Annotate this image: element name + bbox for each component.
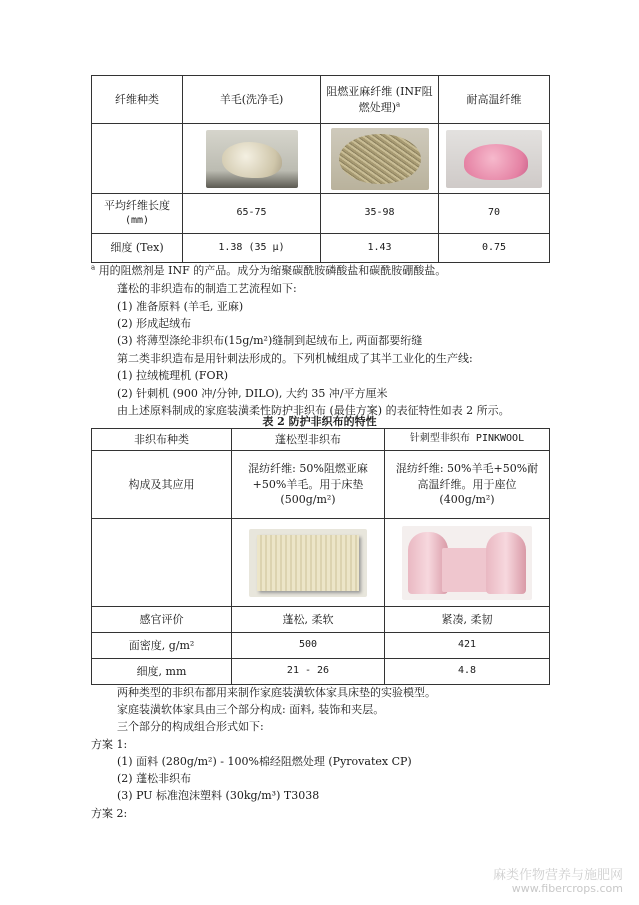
table-header-cell: 针刺型非织布 PINKWOOL	[385, 429, 550, 451]
list-item: (1) 准备原料 (羊毛, 亚麻)	[117, 300, 244, 313]
table-header-cell: 纤维种类	[92, 76, 183, 124]
footnote-mark: a	[396, 99, 401, 108]
table-row	[92, 234, 550, 263]
list-item: (3) PU 标准泡沫塑料 (30kg/m³) T3038	[117, 789, 320, 802]
wool-photo-icon	[206, 130, 298, 188]
table-cell: 500	[232, 633, 385, 659]
table-caption: 表 2 防护非织布的特性	[262, 415, 377, 428]
section-heading: 方案 1:	[91, 738, 128, 751]
paragraph: 三个部分的构成组合形式如下:	[117, 720, 264, 733]
pink-rolls-photo-icon	[402, 526, 532, 600]
table-cell: 紧凑, 柔韧	[385, 607, 550, 633]
fiber-table	[91, 75, 550, 263]
table-cell: 70	[439, 194, 550, 234]
table-cell: 21 - 26	[232, 659, 385, 685]
table-header-cell: 非织布种类	[92, 429, 232, 451]
felt-sheet-photo-icon	[249, 529, 367, 597]
table-cell: 1.43	[321, 234, 439, 263]
table-cell: 细度 (Tex)	[92, 234, 183, 263]
table-row	[92, 124, 550, 194]
table-cell: 65-75	[183, 194, 321, 234]
table-cell: 面密度, g/m²	[92, 633, 232, 659]
table-cell: 混纺纤维: 50%阻燃亚麻+50%羊毛。用于床垫(500g/m²)	[232, 451, 385, 519]
paragraph: 家庭装潢软体家具由三个部分构成: 面料, 装饰和夹层。	[117, 703, 385, 716]
table-cell: 感官评价	[92, 607, 232, 633]
watermark: 麻类作物营养与施肥网 www.fibercrops.com	[492, 868, 623, 895]
table-cell: 421	[385, 633, 550, 659]
table-row	[92, 519, 550, 607]
table-row	[92, 76, 550, 124]
table-header-cell: 阻燃亚麻纤维 (INF阻燃处理)$^a$	[321, 76, 439, 124]
section-heading: 方案 2:	[91, 807, 128, 820]
paragraph: 蓬松的非织造布的制造工艺流程如下:	[117, 282, 297, 295]
table-cell: 平均纤维长度 (mm)	[92, 194, 183, 234]
table-header-cell: 耐高温纤维	[439, 76, 550, 124]
paragraph: 第二类非织造布是用针刺法形成的。下列机械组成了其半工业化的生产线:	[117, 352, 473, 365]
nonwoven-table	[91, 428, 550, 685]
table-cell: 0.75	[439, 234, 550, 263]
paragraph: 两种类型的非织布都用来制作家庭装潢软体家具床垫的实验模型。	[117, 686, 436, 699]
list-item: (3) 将薄型涤纶非织布(15g/m²)缝制到起绒布上, 两面都要绗缝	[117, 334, 423, 347]
table-cell: 细度, mm	[92, 659, 232, 685]
table-row	[92, 429, 550, 451]
table-row	[92, 633, 550, 659]
pink-fiber-photo-icon	[446, 130, 542, 188]
list-item: (2) 针刺机 (900 冲/分钟, DILO), 大约 35 冲/平方厘米	[117, 387, 388, 400]
table-row	[92, 659, 550, 685]
table-cell: 混纺纤维: 50%羊毛+50%耐高温纤维。用于座位 (400g/m²)	[385, 451, 550, 519]
list-item: (2) 蓬松非织布	[117, 772, 192, 785]
footnote: $^a$ 用的阻燃剂是 INF 的产品。成分为缩聚碳酰胺磷酸盐和碳酰胺硼酸盐。	[91, 263, 447, 277]
table-cell: 35-98	[321, 194, 439, 234]
list-item: (1) 拉绒梳理机 (FOR)	[117, 369, 229, 382]
list-item: (1) 面料 (280g/m²) - 100%棉经阻燃处理 (Pyrovatex CP)	[117, 755, 412, 768]
table-cell: 蓬松, 柔软	[232, 607, 385, 633]
list-item: (2) 形成起绒布	[117, 317, 192, 330]
table-row	[92, 607, 550, 633]
table-row	[92, 194, 550, 234]
table-cell: 构成及其应用	[92, 451, 232, 519]
paragraph: 由上述原料制成的家庭装潢柔性防护非织布 (最佳方案) 的表征特性如表 2 所示。	[117, 404, 510, 417]
flax-fiber-photo-icon	[331, 128, 429, 190]
table-header-cell: 蓬松型非织布	[232, 429, 385, 451]
table-cell: 4.8	[385, 659, 550, 685]
table-header-cell: 羊毛(洗净毛)	[183, 76, 321, 124]
table-cell: 1.38 (35 μ)	[183, 234, 321, 263]
table-row	[92, 451, 550, 519]
